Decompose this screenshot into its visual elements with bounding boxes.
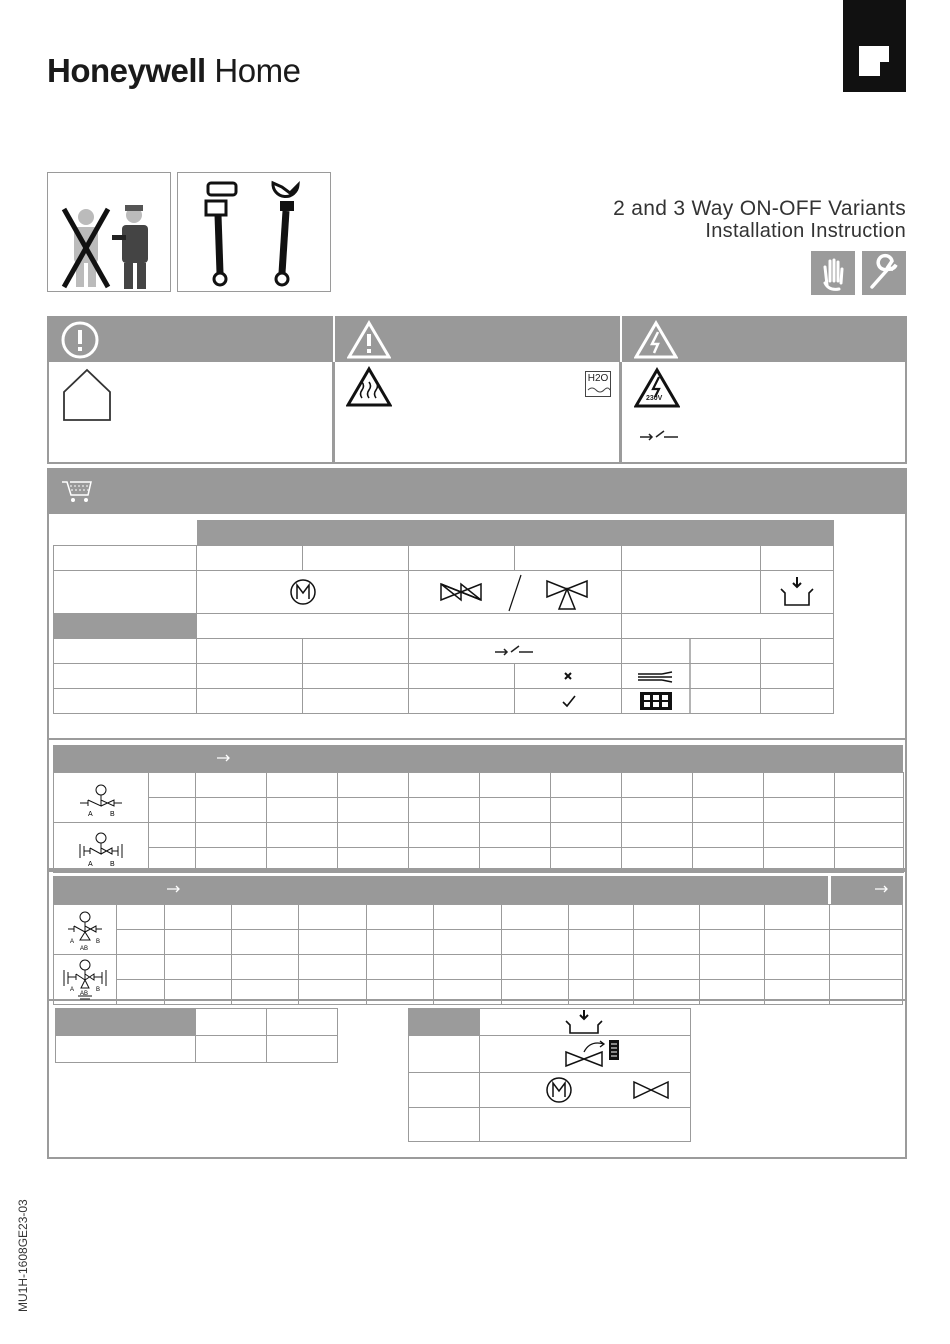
two-way-valve-flanged-icon xyxy=(54,826,149,870)
brand-name-bold: Honeywell xyxy=(47,52,206,89)
table-row xyxy=(54,955,903,980)
voltage-warning-icon xyxy=(634,367,680,409)
table-row xyxy=(409,1073,691,1108)
ordering-header-bar xyxy=(47,468,907,514)
wrench-icon xyxy=(178,173,330,291)
two-way-valve-icon xyxy=(54,776,149,820)
switch-icon xyxy=(638,428,680,444)
document-code: MU1H-1608GE23-03 xyxy=(16,1199,30,1312)
document-title-line2: Installation Instruction xyxy=(705,220,906,242)
cable-icon xyxy=(622,664,761,688)
table-row xyxy=(54,689,834,714)
table-row xyxy=(409,1036,691,1073)
table-row xyxy=(409,1108,691,1142)
specification-table xyxy=(53,520,834,714)
three-way-valve-icon xyxy=(54,908,117,952)
motor-valve-icon xyxy=(480,1073,691,1107)
manual-override-icon xyxy=(480,1036,691,1072)
table-row xyxy=(409,1009,691,1036)
table-row xyxy=(56,1036,338,1063)
warnings-header-bar xyxy=(47,316,907,362)
two-way-table xyxy=(53,772,904,873)
wrench-tool-icon xyxy=(862,251,906,295)
table-row xyxy=(54,823,904,848)
table-row xyxy=(54,614,834,639)
info-icon xyxy=(60,321,100,359)
table-row xyxy=(54,571,834,614)
electric-warning-icon xyxy=(634,320,678,360)
svg-text:A: A xyxy=(88,860,93,868)
switch-icon xyxy=(409,639,621,663)
brand-name-light: Home xyxy=(214,52,301,89)
water-label: H2O xyxy=(587,373,609,384)
table-row xyxy=(54,521,834,546)
voltage-label: 230V xyxy=(646,395,663,402)
house-icon xyxy=(60,366,114,424)
terminal-icon xyxy=(622,689,761,713)
corner-tab xyxy=(843,0,906,92)
document-title-line1: 2 and 3 Way ON-OFF Variants xyxy=(613,197,906,220)
table-row xyxy=(54,546,834,571)
three-way-header-bar-right xyxy=(831,876,903,904)
table-row xyxy=(54,639,834,664)
three-way-header-bar xyxy=(53,876,828,904)
check-icon xyxy=(515,689,622,713)
table-row xyxy=(56,1009,338,1036)
valve-icon xyxy=(409,571,621,613)
water-icon xyxy=(585,371,611,397)
qualified-worker-picture xyxy=(47,172,171,292)
table-row xyxy=(54,798,904,823)
svg-text:AB: AB xyxy=(80,945,89,952)
cross-icon xyxy=(515,664,622,688)
svg-text:A: A xyxy=(70,938,75,945)
tools-picture xyxy=(177,172,331,292)
svg-text:B: B xyxy=(96,938,101,945)
arrow-icon xyxy=(871,876,901,904)
svg-text:B: B xyxy=(110,810,115,818)
accessories-table xyxy=(408,1008,691,1142)
svg-text:B: B xyxy=(110,860,115,868)
table-row xyxy=(54,905,903,930)
table-row xyxy=(54,848,904,873)
cart-icon xyxy=(60,478,94,504)
three-way-table xyxy=(53,904,903,1005)
worker-icon xyxy=(48,173,170,291)
arrow-icon xyxy=(163,876,193,904)
svg-text:B: B xyxy=(96,986,101,993)
brand-logo xyxy=(47,52,300,90)
arrow-icon xyxy=(213,745,243,772)
mounting-icon xyxy=(761,571,833,613)
svg-text:A: A xyxy=(88,810,93,818)
small-table xyxy=(55,1008,338,1063)
mounting-icon xyxy=(480,1009,691,1035)
svg-text:AB: AB xyxy=(80,990,89,997)
table-row xyxy=(54,773,904,798)
table-row xyxy=(54,930,903,955)
table-row xyxy=(54,664,834,689)
hand-icon xyxy=(811,251,855,295)
three-way-valve-flanged-icon xyxy=(54,958,117,1002)
corner-logo-icon xyxy=(843,0,906,92)
warning-icon xyxy=(347,320,391,360)
svg-text:A: A xyxy=(70,986,75,993)
two-way-header-bar xyxy=(53,745,903,772)
motor-icon xyxy=(197,571,409,613)
hot-surface-icon xyxy=(346,366,392,408)
